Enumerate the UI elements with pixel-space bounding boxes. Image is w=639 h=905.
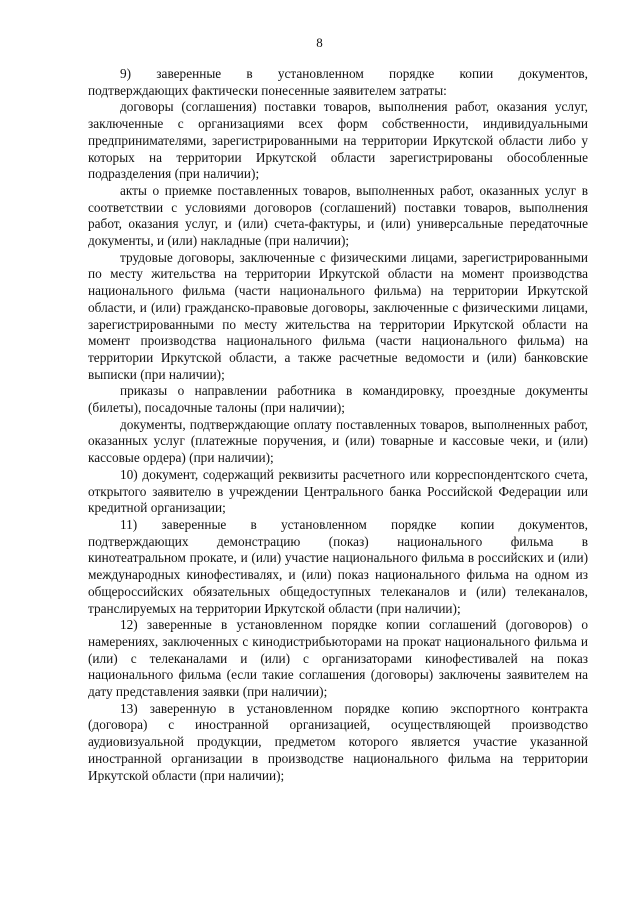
paragraph-12: 12) заверенные в установленном порядке копии соглашений (договоров) о намерениях, заключенных с кинодистрибьюторами на прокат национального фильма и (или) с телеканалами и (или) с организаторами кинофестивалей на показ национального фильма (если такие соглашения (договоры) заключены заявителем на дату представления заявки (при наличии); [88, 617, 588, 700]
paragraph-9-heading: 9) заверенные в установленном порядке копии документов, [120, 66, 588, 81]
paragraph-11-line-2: подтверждающих демонстрацию (показ) национального фильма в [88, 533, 588, 549]
paragraph-11-continuation: кинотеатральном прокате, и (или) участие национального фильма в российских и (или) международных кинофестивалях, и (или) показ национального фильма на одном из общероссийских обязательных общедоступных телеканалов и (или) телеканалов, транслируемых на территории Иркутской области (при наличии); [88, 550, 588, 616]
paragraph-payment-documents: документы, подтверждающие оплату поставленных товаров, выполненных работ, оказанных услуг (платежные поручения, и (или) товарные и кассовые чеки, и (или) кассовые ордера) (при наличии); [88, 416, 588, 466]
paragraph-13: 13) заверенную в установленном порядке копию экспортного контракта (договора) с иностранной организацией, осуществляющей производство аудиовизуальной продукции, предметом которого является участие указанной иностранной организации в производстве национального фильма на территории Иркутской области (при наличии); [88, 700, 588, 783]
paragraph-9-continuation: подтверждающих фактически понесенные заявителем затраты: [88, 82, 447, 98]
paragraph-acts: акты о приемке поставленных товаров, выполненных работ, оказанных услуг в соответствии с условиями договоров (соглашений) поставки товаров, выполнения работ, оказания услуг, и (или) счета-фактуры, и (или) универсальные передаточные документы, и (или) накладные (при наличии); [88, 182, 588, 249]
paragraph-labor-contracts: трудовые договоры, заключенные с физическими лицами, зарегистрированными по месту жительства на территории Иркутской области на момент производства национального фильма (части национального фильма) на территории Иркутской области, и (или) гражданско-правовые договоры, заключенные с физическими лицами, зарегистрированными по месту жительства на территории Иркутской области на момент производства национального фильма (части национального фильма) на территории Иркутской области, а также расчетные ведомости и (или) банковские выписки (при наличии); [88, 249, 588, 382]
paragraph-10: 10) документ, содержащий реквизиты расчетного или корреспондентского счета, открытого заявителю в учреждении Центрального банка Российской Федерации или кредитной организации; [88, 466, 588, 516]
paragraph-11-heading: 11) заверенные в установленном порядке копии документов, [120, 516, 588, 532]
paragraph-contracts: договоры (соглашения) поставки товаров, выполнения работ, оказания услуг, заключенные с организациями всех форм собственности, индивидуальными предпринимателями, зарегистрированными на территории Иркутской области либо у которых на территории Иркутской области зарегистрированы обособленные подразделения (при наличии); [88, 99, 588, 182]
document-body [88, 66, 588, 784]
page-number: 8 [316, 35, 323, 50]
paragraph-travel-orders: приказы о направлении работника в командировку, проездные документы (билеты), посадочные талоны (при наличии); [88, 383, 588, 416]
